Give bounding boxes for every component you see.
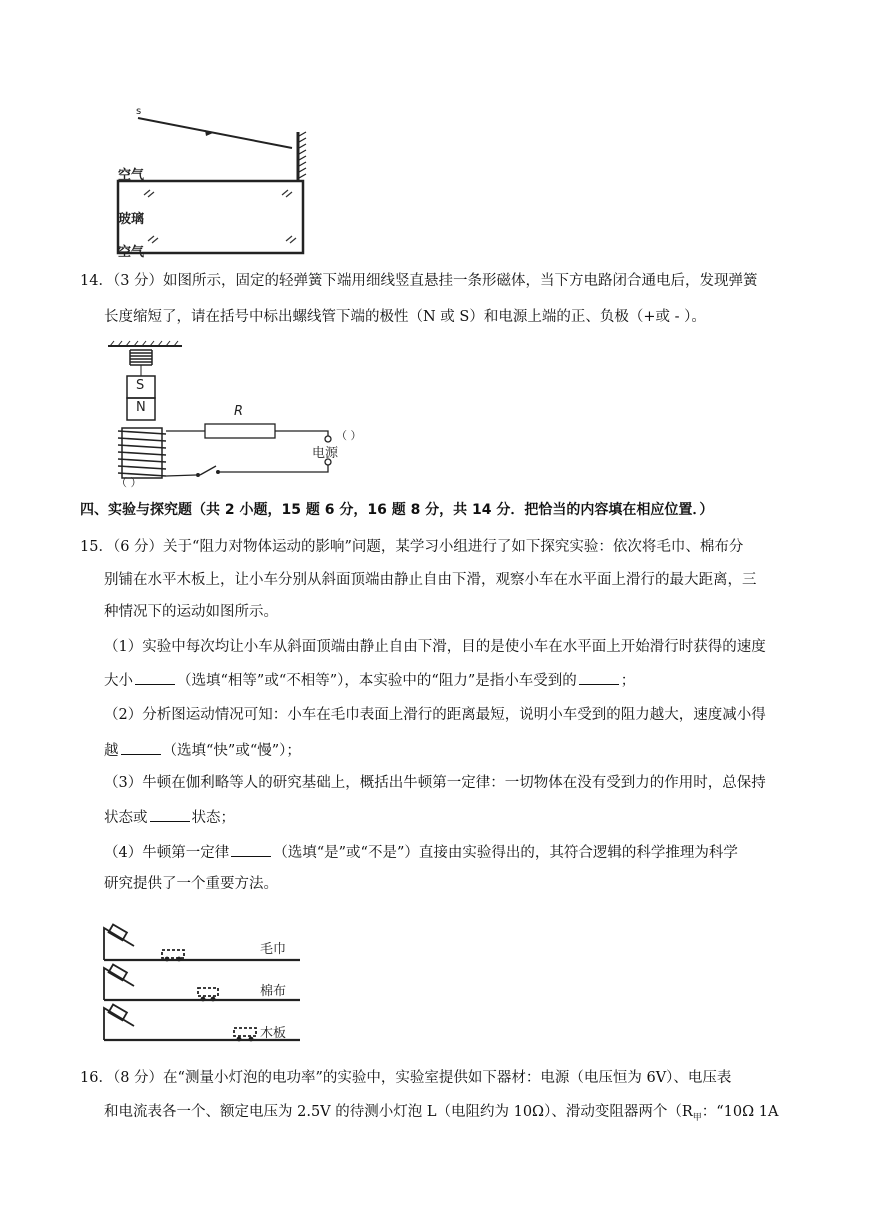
q15-part3-line2	[104, 807, 235, 828]
magnet-s-label: S	[136, 378, 145, 393]
q14-line2: 长度缩短了，请在括号中标出螺线管下端的极性（N 或 S）和电源上端的正、负极（+或 - ）。	[104, 309, 706, 325]
surface-towel-label: 毛巾	[260, 942, 287, 957]
answer-blank-4[interactable]	[150, 807, 190, 822]
q15-p1b-mid: （选填“相等”或“不相等”），本实验中的“阻力”是指小车受到的	[177, 673, 577, 689]
answer-paren-solenoid: （ ）	[116, 476, 142, 489]
label-air-bottom: 空气	[118, 245, 145, 260]
answer-blank-3[interactable]	[121, 740, 161, 755]
q16-line2-end: ：“10Ω 1A	[701, 1104, 779, 1120]
q16-line2-subscript: 甲	[692, 1112, 702, 1123]
surface-cotton-label: 棉布	[260, 984, 287, 999]
answer-blank-1[interactable]	[135, 670, 175, 685]
q15-part1-line1: （1）实验中每次均让小车从斜面顶端由静止自由下滑，目的是使小车在水平面上开始滑行时获得的速度	[104, 639, 766, 655]
label-glass: 玻璃	[118, 212, 145, 227]
resistor-label: R	[234, 404, 244, 419]
q15-p1b-pre: 大小	[104, 673, 133, 689]
q14-line1: 14．（3 分）如图所示，固定的轻弹簧下端用细线竖直悬挂一条形磁体，当下方电路闭合通电后，发现弹簧	[80, 273, 758, 289]
figure-solenoid-circuit	[100, 338, 380, 489]
q15-part3-line1: （3）牛顿在伽利略等人的研究基础上，概括出牛顿第一定律：一切物体在没有受到力的作用时，总保持	[104, 775, 766, 791]
q15-part4-line2: 研究提供了一个重要方法。	[104, 876, 278, 892]
answer-blank-5[interactable]	[231, 842, 271, 857]
label-s: s	[136, 106, 142, 117]
power-source-label: 电源	[312, 446, 339, 461]
label-air-top: 空气	[118, 168, 145, 183]
q15-p1b-end: ；	[620, 673, 636, 689]
section4-heading: 四、实验与探究题（共 2 小题，15 题 6 分，16 题 8 分，共 14 分．把恰当的内容填在相应位置．）	[80, 502, 714, 518]
q15-part2-line2	[104, 740, 301, 761]
q15-line2: 别铺在水平木板上，让小车分别从斜面顶端由静止自由下滑，观察小车在水平面上滑行的最大距离，三	[104, 572, 757, 588]
q15-p2b-pre: 越	[104, 743, 119, 759]
figure-ramps	[100, 922, 310, 1052]
q15-line3: 种情况下的运动如图所示。	[104, 604, 278, 620]
answer-paren-source: （ ）	[336, 429, 362, 442]
q15-part4-line1	[104, 842, 738, 863]
q16-line2-text: 和电流表各一个、额定电压为 2.5V 的待测小灯泡 L（电阻约为 10Ω）、滑动变阻器两个（R	[104, 1104, 693, 1120]
refraction-diagram	[110, 108, 320, 258]
surface-board-label: 木板	[260, 1026, 287, 1041]
q15-part2-line1: （2）分析图运动情况可知：小车在毛巾表面上滑行的距离最短，说明小车受到的阻力越大，速度减小得	[104, 707, 766, 723]
q16-line2	[104, 1102, 778, 1128]
q15-p4a-end: （选填“是”或“不是”）直接由实验得出的，其符合逻辑的科学推理为科学	[273, 845, 738, 861]
q15-p2b-end: （选填“快”或“慢”）；	[162, 743, 301, 759]
answer-blank-2[interactable]	[579, 670, 619, 685]
q15-part1-line2	[104, 670, 635, 691]
q15-line1: 15．（6 分）关于“阻力对物体运动的影响”问题，某学习小组进行了如下探究实验：依次将毛巾、棉布分	[80, 539, 744, 555]
q15-p3b-end: 状态；	[191, 810, 235, 826]
q16-line1: 16．（8 分）在“测量小灯泡的电功率”的实验中，实验室提供如下器材：电源（电压恒为 6V）、电压表	[80, 1070, 732, 1086]
q15-p3b-pre: 状态或	[104, 810, 148, 826]
q15-p4a-pre: （4）牛顿第一定律	[104, 845, 230, 861]
magnet-n-label: N	[136, 400, 146, 415]
figure-refraction	[110, 108, 320, 258]
